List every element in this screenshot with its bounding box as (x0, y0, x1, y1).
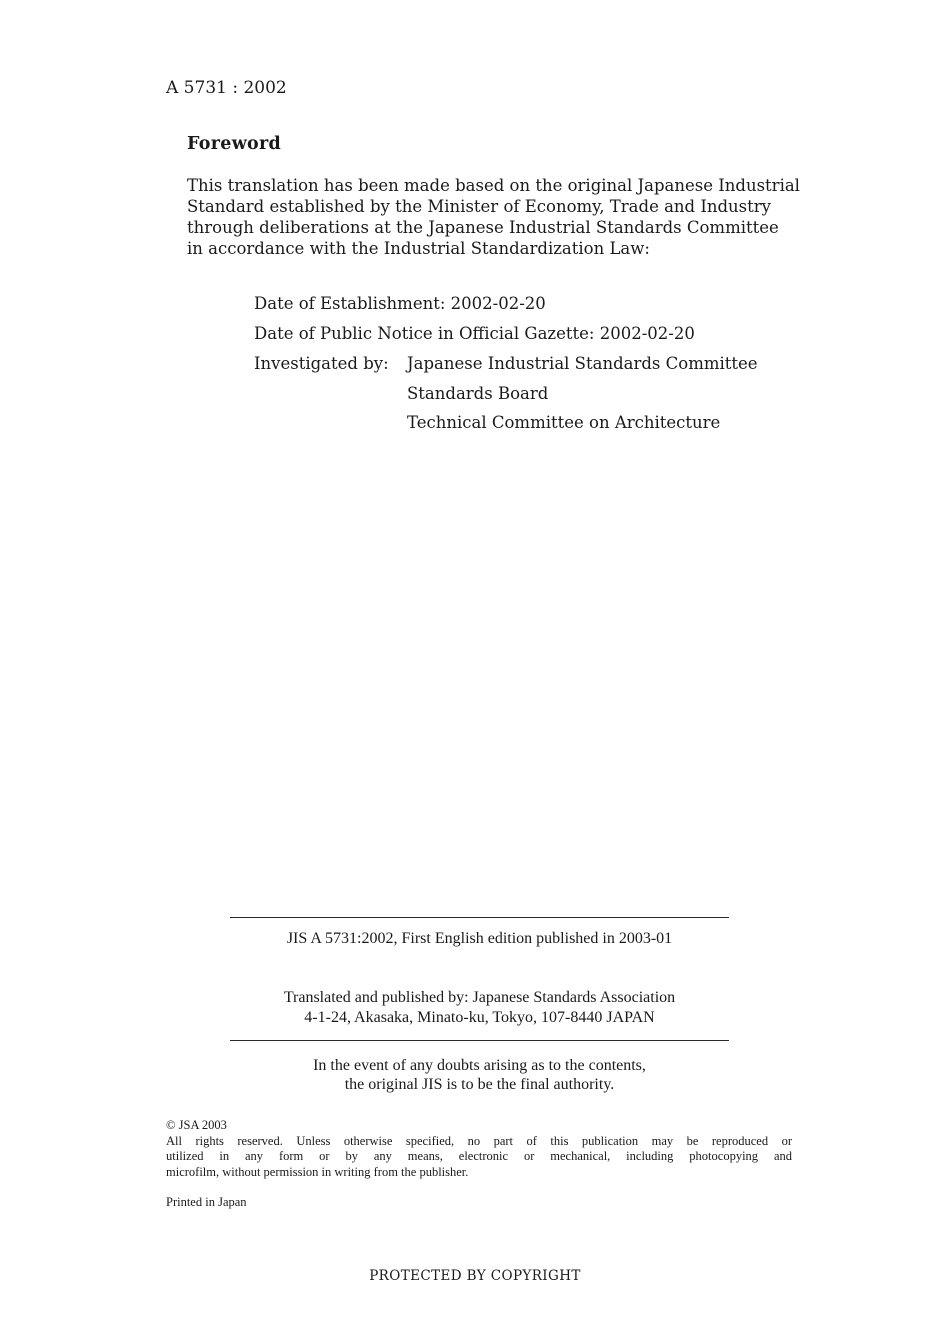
rights-line: utilized in any form or by any means, electronic or mechanical, including photocopying and (166, 1149, 792, 1163)
authority-notice-line1: In the event of any doubts arising as to the contents, (313, 1057, 646, 1074)
edition-info: JIS A 5731:2002, First English edition published in 2003-01 (286, 930, 673, 947)
rights-line: All rights reserved. Unless otherwise specified, no part of this publication may be reproduced or (166, 1133, 792, 1148)
investigator-committee: Japanese Industrial Standards Committee (407, 354, 758, 373)
date-of-establishment: Date of Establishment: 2002-02-20 (254, 294, 546, 313)
bottom-divider (230, 1040, 729, 1041)
copyright-footer: PROTECTED BY COPYRIGHT (369, 1268, 581, 1284)
copyright-notice: © JSA 2003 (166, 1118, 227, 1132)
authority-notice-line2: the original JIS is to be the final authority. (344, 1076, 615, 1093)
foreword-line: Standard established by the Minister of Economy, Trade and Industry (187, 197, 771, 216)
foreword-paragraph (187, 175, 800, 259)
investigator-board: Standards Board (407, 384, 549, 403)
investigated-by-label: Investigated by: (254, 354, 389, 373)
foreword-line: in accordance with the Industrial Standardization Law: (187, 239, 650, 258)
printed-in: Printed in Japan (166, 1195, 247, 1209)
foreword-line: This translation has been made based on the original Japanese Industrial (187, 176, 800, 195)
foreword-line: through deliberations at the Japanese Industrial Standards Committee (187, 218, 779, 237)
document-code: A 5731 : 2002 (166, 78, 287, 98)
top-divider (230, 917, 729, 918)
rights-line: microfilm, without permission in writing from the publisher. (166, 1164, 469, 1179)
foreword-title: Foreword (187, 134, 282, 154)
investigator-technical-committee: Technical Committee on Architecture (407, 413, 721, 432)
publisher-address: 4-1-24, Akasaka, Minato-ku, Tokyo, 107-8440 JAPAN (304, 1009, 655, 1026)
translated-by: Translated and published by: Japanese Standards Association (283, 989, 676, 1006)
date-of-public-notice: Date of Public Notice in Official Gazette: 2002-02-20 (254, 324, 695, 343)
copyright-block (166, 1118, 792, 1180)
